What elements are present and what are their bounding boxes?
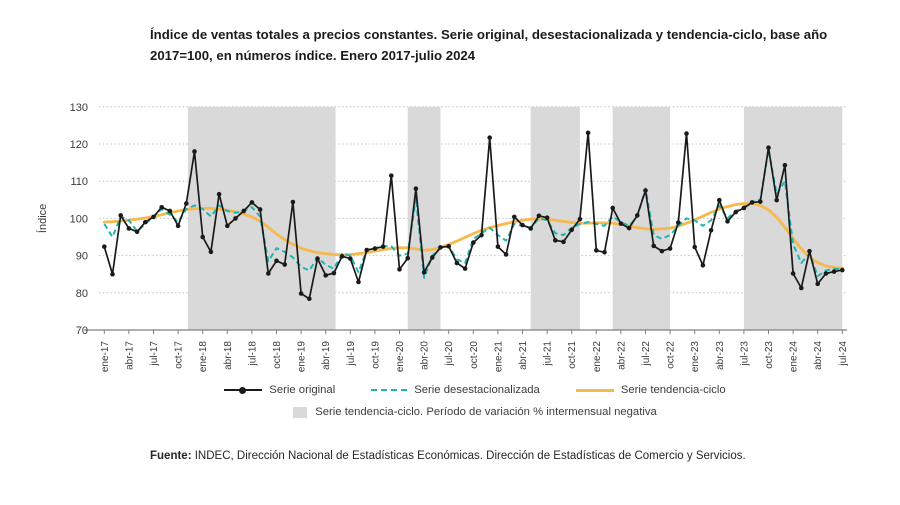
x-tick-label: oct-22 xyxy=(665,341,677,369)
serie-desestacionalizada-dash-icon xyxy=(371,389,407,391)
source-label: Fuente: xyxy=(150,450,192,462)
x-tick-label: ene-22 xyxy=(591,341,603,373)
legend-label-negative-variation-band: Serie tendencia-ciclo. Período de variación % intermensual negativa xyxy=(315,406,657,418)
x-tick-label: jul-23 xyxy=(739,341,751,366)
y-tick-label: 70 xyxy=(75,325,88,337)
x-tick-label: ene-18 xyxy=(198,341,210,373)
x-tick-label: abr-23 xyxy=(714,341,726,370)
x-tick-label: oct-18 xyxy=(272,341,283,369)
source-note xyxy=(150,450,746,462)
x-tick-label: abr-24 xyxy=(813,341,825,370)
x-tick-label: ene-19 xyxy=(296,341,308,373)
y-axis-title: Índice xyxy=(37,203,49,234)
x-tick-label: jul-20 xyxy=(444,341,456,366)
y-tick-label: 100 xyxy=(69,213,88,226)
legend-item-serie-original xyxy=(224,384,335,396)
axes xyxy=(36,102,849,372)
x-tick-label: oct-23 xyxy=(764,341,775,369)
y-tick-label: 120 xyxy=(69,139,88,151)
x-tick-label: oct-20 xyxy=(468,341,480,369)
legend-item-serie-desestacionalizada xyxy=(371,384,540,396)
x-tick-label: oct-21 xyxy=(567,341,579,369)
y-tick-label: 80 xyxy=(75,287,88,300)
x-tick-label: abr-21 xyxy=(518,341,529,370)
legend-label-serie-desestacionalizada: Serie desestacionalizada xyxy=(414,384,540,396)
serie-tendencia-line-icon xyxy=(576,389,614,392)
legend-row-band xyxy=(95,406,855,418)
x-tick-label: abr-22 xyxy=(616,341,628,370)
x-tick-label: jul-19 xyxy=(345,341,357,366)
x-tick-label: abr-17 xyxy=(124,341,136,370)
x-tick-label: abr-19 xyxy=(321,341,333,370)
legend-label-serie-tendencia: Serie tendencia-ciclo xyxy=(620,384,726,396)
x-tick-label: jul-24 xyxy=(837,341,849,366)
y-tick-label: 90 xyxy=(75,250,88,263)
legend-item-serie-tendencia xyxy=(576,384,726,396)
negative-variation-band-swatch-icon xyxy=(293,407,307,418)
x-tick-label: abr-18 xyxy=(222,341,234,370)
x-tick-label: jul-18 xyxy=(247,341,259,366)
x-tick-label: jul-22 xyxy=(641,341,652,366)
x-tick-label: oct-17 xyxy=(173,341,185,369)
y-tick-label: 130 xyxy=(69,101,88,114)
serie-original-line-dot-icon xyxy=(224,389,262,391)
x-tick-label: ene-24 xyxy=(788,341,800,373)
x-tick-label: ene-21 xyxy=(493,341,505,373)
x-tick-label: ene-17 xyxy=(99,341,111,373)
x-tick-label: oct-19 xyxy=(370,341,382,369)
chart-title: Índice de ventas totales a precios constantes. Serie original, desestacionalizada y tendencia-ciclo, base año 2017=100, en números índice. Enero 2017-julio 2024 xyxy=(150,27,828,64)
x-tick-label: jul-17 xyxy=(149,341,160,366)
x-tick-label: ene-20 xyxy=(395,341,406,373)
legend-label-serie-original: Serie original xyxy=(269,384,336,396)
x-tick-label: abr-20 xyxy=(419,341,431,370)
x-tick-label: ene-23 xyxy=(690,341,702,373)
x-tick-label: jul-21 xyxy=(542,341,554,366)
source-text: INDEC, Dirección Nacional de Estadísticas Económicas. Dirección de Estadísticas de Comercio y Servicios. xyxy=(191,450,746,462)
legend-row-series xyxy=(95,384,855,396)
y-tick-label: 110 xyxy=(70,176,88,189)
